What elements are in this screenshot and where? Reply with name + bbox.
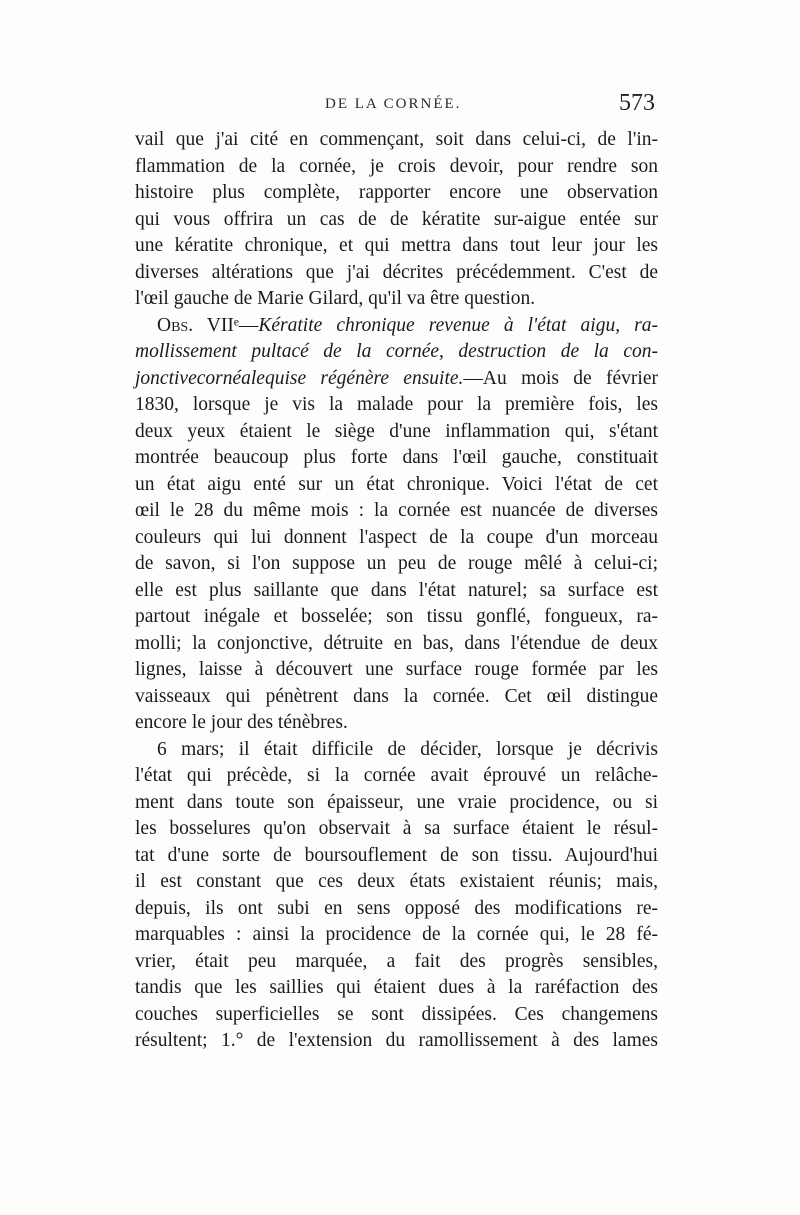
running-head — [135, 90, 657, 126]
body-text — [135, 127, 658, 1055]
text-line: les bosselures qu'on observait à sa surface étaient le résul- — [135, 818, 658, 839]
text-line: marquables : ainsi la procidence de la cornée qui, le 28 fé- — [135, 924, 658, 945]
text-line: qui vous offrira un cas de de kératite sur-aigue entée sur — [135, 208, 658, 230]
observation-title-end: jonctivecornéalequise régénère ensuite. — [135, 367, 464, 389]
text-line: résultent; 1.° de l'extension du ramollissement à des lames — [135, 1030, 658, 1051]
text-line: une kératite chronique, et qui mettra dans tout leur jour les — [135, 235, 658, 256]
text-line: elle est plus saillante que dans l'état naturel; sa surface est — [135, 579, 658, 601]
text-line: il est constant que ces deux états existaient réunis; mais, — [135, 871, 658, 892]
text-line: partout inégale et bosselée; son tissu gonflé, fongueux, ra- — [135, 606, 658, 627]
observation-title: Kératite chronique revenue à l'état aigu, ra- — [258, 314, 658, 336]
page-number: 573 — [619, 90, 655, 116]
text-line: tat d'une sorte de boursouflement de son tissu. Aujourd'hui — [135, 844, 658, 866]
text-line: deux yeux étaient le siège d'une inflammation qui, s'étant — [135, 420, 658, 442]
observation-label: Obs. VIIᵉ— — [157, 314, 259, 336]
text-line: vail que j'ai cité en commençant, soit dans celui-ci, de l'in- — [135, 129, 658, 150]
text-line: de savon, si l'on suppose un peu de rouge mêlé à celui-ci; — [135, 553, 658, 574]
text-line: ment dans toute son épaisseur, une vraie procidence, ou si — [135, 791, 658, 813]
text-line: un état aigu enté sur un état chronique. Voici l'état de cet — [135, 473, 658, 495]
observation-heading-line — [135, 313, 658, 340]
text-line: couches superficielles se sont dissipées. Ces changemens — [135, 1003, 658, 1025]
text-line: molli; la conjonctive, détruite en bas, dans l'étendue de deux — [135, 632, 658, 654]
text-line: lignes, laisse à découvert une surface rouge formée par les — [135, 659, 658, 680]
text-line: vaisseaux qui pénètrent dans la cornée. Cet œil distingue — [135, 685, 658, 707]
text-line: couleurs qui lui donnent l'aspect de la coupe d'un morceau — [135, 526, 658, 548]
text-line: montrée beaucoup plus forte dans l'œil gauche, constituait — [135, 447, 658, 468]
running-title: DE LA CORNÉE. — [325, 96, 462, 112]
observation-title-line — [135, 366, 658, 393]
text-line: l'état qui précède, si la cornée avait éprouvé un relâche- — [135, 765, 658, 786]
observation-text-start: —Au mois de février — [463, 367, 658, 389]
text-line: flammation de la cornée, je crois devoir, pour rendre son — [135, 155, 658, 177]
text-line: depuis, ils ont subi en sens opposé des modifications re- — [135, 897, 658, 919]
text-line: l'œil gauche de Marie Gilard, qu'il va être question. — [135, 288, 536, 309]
text-line: histoire plus complète, rapporter encore une observation — [135, 182, 658, 203]
text-line: 6 mars; il était difficile de décider, lorsque je décrivis — [157, 738, 658, 760]
text-line: tandis que les saillies qui étaient dues à la raréfaction des — [135, 977, 658, 998]
text-line: œil le 28 du même mois : la cornée est nuancée de diverses — [135, 500, 658, 521]
text-line: diverses altérations que j'ai décrites précédemment. C'est de — [135, 261, 658, 283]
text-line: vrier, était peu marquée, a fait des progrès sensibles, — [135, 950, 658, 972]
observation-title-line: mollissement pultacé de la cornée, destruction de la con- — [135, 341, 658, 362]
text-line: 1830, lorsque je vis la malade pour la première fois, les — [135, 394, 658, 415]
text-line: encore le jour des ténèbres. — [135, 712, 348, 733]
